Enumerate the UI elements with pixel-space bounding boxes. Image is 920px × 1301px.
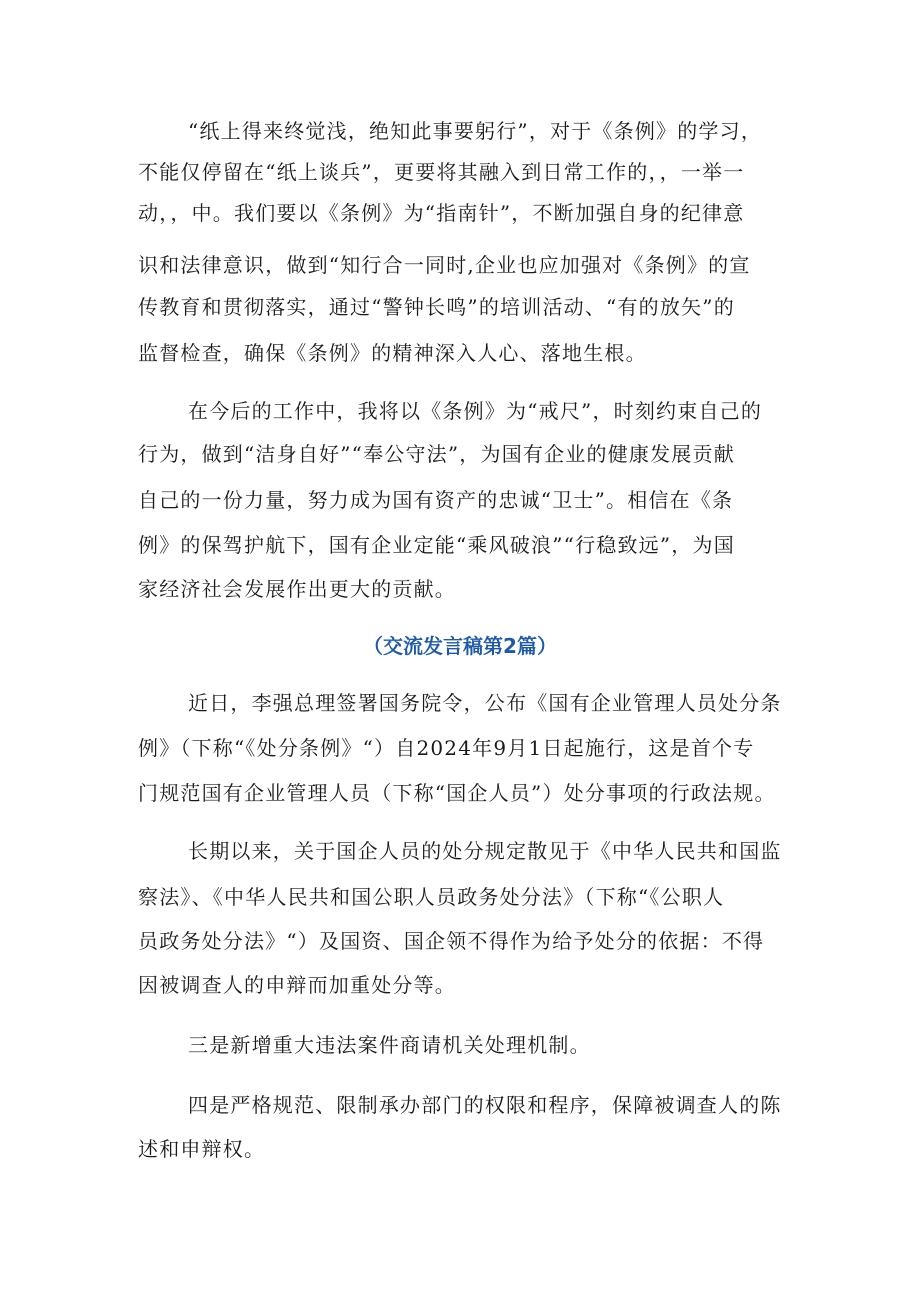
paragraph-line: 门规范国有企业管理人员（下称“国企人员”）处分事项的行政法规。 [138,781,776,805]
paragraph-line: 四是严格规范、限制承办部门的权限和程序，保障被调查人的陈 [188,1093,782,1117]
paragraph-line: 三是新增重大违法案件商请机关处理机制。 [188,1033,591,1057]
paragraph-line: 述和申辩权。 [138,1137,266,1161]
paragraph-line: 识和法律意识，做到“知行合一同时,企业也应加强对《条例》的宣 [138,253,751,277]
paragraph-line: 长期以来，关于国企人员的处分规定散见于《中华人民共和国监 [188,839,782,863]
paragraph-line: 监督检查，确保《条例》的精神深入人心、落地生根。 [138,341,647,365]
paragraph-line: 传教育和贯彻落实，通过“警钟长鸣”的培训活动、“有的放矢”的 [138,295,735,319]
paragraph-line: 行为，做到“洁身自好”“奉公守法”，为国有企业的健康发展贡献 [138,442,735,466]
paragraph-line: 动，，中。我们要以《条例》为“指南针”，不断加强自身的纪律意 [138,201,745,225]
paragraph-line: 察法》、《中华人民共和国公职人员政务处分法》（下称“《公职人 [138,885,725,909]
section-heading: （交流发言稿第2篇） [363,634,557,658]
paragraph-line: 近日，李强总理签署国务院令，公布《国有企业管理人员处分条 [188,691,782,715]
paragraph-line: 因被调查人的申辩而加重处分等。 [138,973,456,997]
paragraph-line: 例》的保驾护航下，国有企业定能“乘风破浪”“行稳致远”，为国 [138,533,735,557]
paragraph-line: “纸上得来终觉浅，绝知此事要躬行”，对于《条例》的学习， [188,119,763,143]
paragraph-line: 家经济社会发展作出更大的贡献。 [138,577,456,601]
paragraph-line: 例》（下称“《处分条例》“）自2024年9月1日起施行，这是首个专 [138,736,755,760]
paragraph-line: 员政务处分法》“）及国资、国企领不得作为给予处分的依据：不得 [138,929,765,953]
paragraph-line: 自己的一份力量，努力成为国有资产的忠诚“卫士”。相信在《条 [138,488,734,512]
paragraph-line: 不能仅停留在“纸上谈兵”，更要将其融入到日常工作的，，一举一 [138,160,745,184]
paragraph-line: 在今后的工作中，我将以《条例》为“戒尺”，时刻约束自己的 [188,399,763,423]
